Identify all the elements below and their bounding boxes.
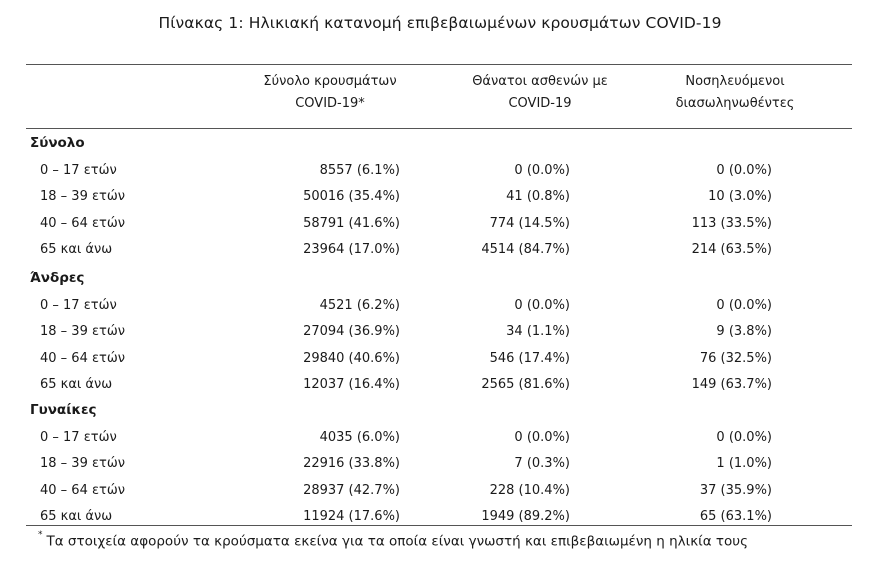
intubated-cell: 76 (32.5%) [699, 351, 772, 366]
header-divider-rule [26, 128, 852, 129]
intubated-cell: 0 (0.0%) [716, 163, 772, 178]
deaths-cell: 228 (10.4%) [489, 483, 570, 498]
intubated-cell: 0 (0.0%) [716, 430, 772, 445]
table-row [26, 453, 852, 475]
intubated-cell: 0 (0.0%) [716, 298, 772, 313]
age-group-label: 18 – 39 ετών [40, 189, 125, 204]
total-cases-cell: 22916 (33.8%) [303, 456, 400, 471]
deaths-cell: 41 (0.8%) [506, 189, 570, 204]
deaths-cell: 774 (14.5%) [489, 216, 570, 231]
total-cases-cell: 58791 (41.6%) [303, 216, 400, 231]
age-group-label: 65 και άνω [40, 377, 113, 392]
group-heading: Γυναίκες [30, 402, 97, 418]
age-group-label: 0 – 17 ετών [40, 430, 117, 445]
total-cases-cell: 4035 (6.0%) [319, 430, 400, 445]
group-heading: Σύνολο [30, 135, 85, 151]
age-group-label: 18 – 39 ετών [40, 324, 125, 339]
table-row [26, 480, 852, 502]
column-header-line: διασωληνωθέντες [675, 96, 795, 111]
deaths-cell: 546 (17.4%) [489, 351, 570, 366]
group-heading: Άνδρες [30, 270, 85, 286]
total-cases-cell: 27094 (36.9%) [303, 324, 400, 339]
table-bottom-rule [26, 525, 852, 526]
deaths-cell: 0 (0.0%) [514, 163, 570, 178]
intubated-cell: 214 (63.5%) [691, 242, 772, 257]
column-header-line: Θάνατοι ασθενών με [472, 74, 608, 89]
age-group-label: 40 – 64 ετών [40, 216, 125, 231]
column-header-line: COVID-19* [295, 96, 365, 111]
age-group-label: 65 και άνω [40, 242, 113, 257]
table-row [26, 239, 852, 261]
footnote [38, 530, 749, 550]
total-cases-cell: 8557 (6.1%) [319, 163, 400, 178]
table-row [26, 321, 852, 343]
table-row [26, 374, 852, 396]
footnote-marker: * [38, 530, 43, 540]
intubated-cell: 149 (63.7%) [691, 377, 772, 392]
table-row [26, 186, 852, 208]
column-header-line: Σύνολο κρουσμάτων [263, 74, 397, 89]
column-header-line: Νοσηλευόμενοι [685, 74, 785, 89]
deaths-cell: 2565 (81.6%) [481, 377, 570, 392]
age-group-label: 0 – 17 ετών [40, 163, 117, 178]
table-row [26, 213, 852, 235]
age-group-label: 40 – 64 ετών [40, 483, 125, 498]
deaths-cell: 0 (0.0%) [514, 298, 570, 313]
intubated-cell: 113 (33.5%) [691, 216, 772, 231]
intubated-cell: 9 (3.8%) [716, 324, 772, 339]
table-row [26, 295, 852, 317]
total-cases-cell: 29840 (40.6%) [303, 351, 400, 366]
age-group-label: 18 – 39 ετών [40, 456, 125, 471]
table-top-rule [26, 64, 852, 65]
table-row [26, 348, 852, 370]
total-cases-cell: 50016 (35.4%) [303, 189, 400, 204]
total-cases-cell: 23964 (17.0%) [303, 242, 400, 257]
intubated-cell: 65 (63.1%) [699, 509, 772, 524]
column-header-intubated [640, 71, 830, 115]
age-group-label: 65 και άνω [40, 509, 113, 524]
intubated-cell: 10 (3.0%) [708, 189, 772, 204]
table-title: Πίνακας 1: Ηλικιακή κατανομή επιβεβαιωμένων κρουσμάτων COVID-19 [158, 14, 722, 32]
table-row [26, 160, 852, 182]
total-cases-cell: 28937 (42.7%) [303, 483, 400, 498]
total-cases-cell: 11924 (17.6%) [303, 509, 400, 524]
intubated-cell: 37 (35.9%) [699, 483, 772, 498]
total-cases-cell: 4521 (6.2%) [319, 298, 400, 313]
table-row [26, 427, 852, 449]
age-group-label: 0 – 17 ετών [40, 298, 117, 313]
column-header-deaths [430, 71, 650, 115]
column-header-total-cases [210, 71, 450, 115]
total-cases-cell: 12037 (16.4%) [303, 377, 400, 392]
age-group-label: 40 – 64 ετών [40, 351, 125, 366]
intubated-cell: 1 (1.0%) [716, 456, 772, 471]
deaths-cell: 1949 (89.2%) [481, 509, 570, 524]
deaths-cell: 7 (0.3%) [514, 456, 570, 471]
deaths-cell: 34 (1.1%) [506, 324, 570, 339]
column-header-line: COVID-19 [508, 96, 572, 111]
deaths-cell: 0 (0.0%) [514, 430, 570, 445]
deaths-cell: 4514 (84.7%) [481, 242, 570, 257]
footnote-text: Τα στοιχεία αφορούν τα κρούσματα εκείνα για τα οποία είναι γνωστή και επιβεβαιωμένη η ηλικία τους [46, 533, 749, 550]
